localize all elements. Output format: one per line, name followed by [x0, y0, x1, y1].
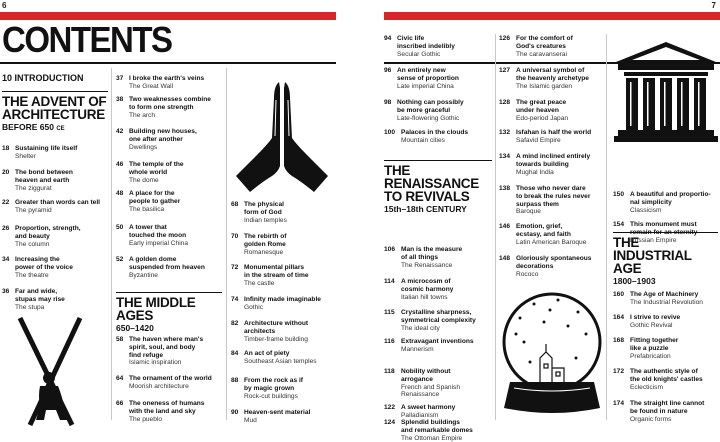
toc-entry-subtitle: Southeast Asian temples	[244, 357, 317, 365]
toc-entry[interactable]	[2, 288, 65, 311]
toc-entry-title: and remarkable domes	[401, 426, 473, 434]
toc-entry-subtitle: The pyramid	[15, 206, 52, 214]
toc-entry-subtitle: Mud	[244, 416, 257, 424]
toc-entry-title: I strive to revive	[630, 314, 681, 321]
toc-page-number: 82	[231, 320, 239, 327]
toc-entry[interactable]	[116, 128, 197, 151]
column-divider	[111, 68, 112, 420]
toc-entry[interactable]	[231, 377, 303, 400]
toc-entry-title: Infinity made imaginable	[244, 296, 321, 303]
toc-entry-title: sense of proportion	[397, 74, 459, 82]
toc-entry-subtitle: Italian hill towns	[401, 293, 448, 301]
section-date-suffix: CE	[56, 126, 65, 132]
toc-entry[interactable]	[2, 145, 77, 161]
toc-page-number: 134	[499, 153, 511, 160]
toc-entry-title: be found in nature	[630, 407, 688, 415]
toc-entry[interactable]	[384, 338, 474, 354]
toc-entry[interactable]	[384, 419, 473, 442]
toc-entry-title: in the stream of time	[244, 271, 309, 279]
toc-entry-subtitle: The ziggurat	[15, 184, 52, 192]
toc-entry[interactable]	[116, 400, 204, 423]
toc-entry[interactable]	[231, 233, 287, 256]
toc-page-number: 68	[231, 201, 239, 208]
toc-entry[interactable]	[116, 224, 188, 247]
toc-entry[interactable]	[231, 264, 309, 287]
section-date: BEFORE 650	[2, 122, 54, 132]
toc-entry-title: An entirely new	[397, 67, 446, 74]
toc-entry-title: Building new houses,	[129, 128, 197, 135]
toc-entry[interactable]	[499, 35, 573, 58]
toc-entry-title: The oneness of humans	[129, 400, 205, 407]
toc-entry[interactable]	[499, 67, 589, 90]
toc-entry-title: towards building	[516, 160, 569, 168]
toc-page-number: 174	[613, 400, 625, 407]
toc-page-number: 20	[2, 169, 10, 176]
page-number-right: 7	[711, 1, 716, 10]
toc-entry-title: Splendid buildings	[401, 419, 460, 426]
toc-page-number: 132	[499, 129, 511, 136]
toc-page-number: 116	[384, 338, 395, 345]
toc-entry-subtitle: Eclecticism	[630, 383, 663, 391]
section-title-line: INDUSTRIAL AGE	[613, 248, 692, 276]
toc-entry-subtitle: The pueblo	[129, 415, 162, 423]
toc-entry-subtitle: Late-flowering Gothic	[397, 114, 460, 122]
toc-entry-title: one after another	[129, 135, 183, 143]
toc-entry-subtitle: Prefabrication	[630, 352, 671, 360]
toc-entry[interactable]	[231, 409, 310, 425]
toc-page-number: 52	[116, 256, 124, 263]
toc-entry-title: The haven where man's	[129, 336, 204, 343]
toc-entry[interactable]	[231, 320, 308, 343]
toc-entry-subtitle: French and Spanish Renaissance	[401, 383, 461, 399]
toc-page-number: 90	[231, 409, 239, 416]
toc-page-number: 34	[2, 256, 10, 263]
toc-entry-title: Palaces in the clouds	[401, 129, 469, 136]
toc-entry-title: Gloriously spontaneous	[516, 255, 592, 262]
toc-entry[interactable]	[384, 67, 459, 90]
toc-entry[interactable]	[499, 185, 590, 216]
toc-entry[interactable]	[116, 161, 184, 184]
toc-entry-subtitle: Safavid Empire	[516, 136, 561, 144]
toc-entry[interactable]	[499, 99, 568, 122]
page-number-left: 6	[2, 1, 7, 10]
toc-page-number: 126	[499, 35, 511, 42]
toc-page-number: 38	[116, 96, 124, 103]
toc-entry-title: Sustaining life itself	[15, 145, 78, 152]
toc-entry-title: A beautiful and proportio-	[630, 191, 711, 198]
toc-entry[interactable]	[2, 199, 100, 215]
toc-entry-title: arrogance	[401, 375, 433, 383]
toc-entry-subtitle: The Industrial Revolution	[630, 298, 703, 306]
toc-page-number: 106	[384, 246, 396, 253]
toc-page-number: 26	[2, 225, 10, 232]
toc-page-number: 164	[613, 314, 625, 321]
toc-entry-title: Nothing can possibly	[397, 99, 464, 106]
toc-page-number: 138	[499, 185, 511, 192]
toc-entry-title: like a puzzle	[630, 344, 669, 352]
toc-entry-title: Greater than words can tell	[15, 199, 101, 206]
toc-entry-title: cosmic harmony	[401, 285, 454, 293]
toc-entry[interactable]	[2, 169, 73, 192]
toc-page-number: 98	[384, 99, 392, 106]
toc-entry-title: The physical	[244, 201, 284, 208]
section-date: 15th–18th CENTURY	[384, 204, 467, 214]
toc-page-number: 50	[116, 224, 124, 231]
toc-entry-title: The straight line cannot	[630, 400, 705, 407]
toc-entry-subtitle: Mannerism	[401, 345, 434, 353]
toc-page-number: 74	[231, 296, 239, 303]
toc-entry[interactable]	[116, 96, 211, 119]
toc-entry[interactable]	[384, 368, 492, 399]
section-date: 1800–1903	[613, 276, 656, 286]
toc-entry-title: A place for the	[129, 190, 175, 197]
toc-entry-title: under heaven	[516, 106, 559, 114]
toc-entry-title: The authentic style of	[630, 368, 698, 375]
toc-entry[interactable]	[613, 221, 697, 244]
praying-hands-illustration	[232, 80, 332, 198]
toc-entry-subtitle: The dome	[129, 176, 159, 184]
toc-entry-subtitle: Moorish architecture	[129, 382, 189, 390]
toc-entry-title: Heaven-sent material	[244, 409, 311, 416]
section-title-line: THE	[613, 235, 640, 250]
section-advent-of-architecture	[2, 91, 108, 134]
toc-entry-title: Nobility without	[401, 368, 451, 375]
toc-page-number: 122	[384, 404, 396, 411]
toc-entry[interactable]	[116, 256, 205, 279]
toc-entry-title: with the land and sky	[129, 407, 196, 415]
toc-entry-title: Monumental pillars	[244, 264, 305, 271]
toc-entry-title: An act of piety	[244, 350, 290, 357]
toc-page-number: 42	[116, 128, 124, 135]
toc-entry-title: inscribed indelibly	[397, 42, 455, 50]
toc-page-number: 114	[384, 278, 395, 285]
snow-globe-illustration	[500, 278, 604, 425]
toc-entry[interactable]	[2, 225, 81, 248]
toc-entry-title: The ornament of the world	[129, 375, 212, 382]
toc-entry-subtitle: Organic forms	[630, 415, 672, 423]
toc-page-number: 70	[231, 233, 239, 240]
toc-entry-title: remain for an eternity	[630, 228, 698, 236]
toc-entry-title: Increasing the	[15, 256, 60, 263]
toc-entry-title: to form one strength	[129, 103, 194, 111]
toc-entry[interactable]	[499, 153, 590, 176]
toc-entry-title: architects	[244, 327, 276, 335]
classical-temple-illustration	[614, 40, 718, 142]
toc-entry-title: by magic grown	[244, 384, 295, 392]
toc-page-number: 88	[231, 377, 239, 384]
toc-entry-subtitle: The basilica	[129, 205, 165, 213]
page-title: CONTENTS	[2, 18, 172, 60]
toc-entry[interactable]	[384, 404, 455, 420]
toc-page-number: 22	[2, 199, 10, 206]
toc-entry-subtitle: The column	[15, 240, 50, 248]
toc-entry-title: ecstasy, and faith	[516, 230, 571, 238]
toc-entry-subtitle: Rock-cut buildings	[244, 392, 298, 400]
toc-entry-title: the heavenly archetype	[516, 74, 589, 82]
toc-entry-title: The great peace	[516, 99, 567, 106]
toc-entry-title: I broke the earth's veins	[129, 75, 205, 82]
section-title-line: ARCHITECTURE	[2, 107, 105, 122]
toc-entry[interactable]	[613, 400, 704, 423]
toc-entry[interactable]	[384, 309, 476, 332]
toc-entry-subtitle: Edo-period Japan	[516, 114, 569, 122]
toc-entry-subtitle: Byzantine	[129, 271, 158, 279]
toc-entry-title: decorations	[516, 262, 554, 270]
toc-page-number: 94	[384, 35, 392, 42]
toc-entry-subtitle: Indian temples	[244, 216, 287, 224]
toc-entry-title: surpass them	[516, 200, 559, 208]
toc-page-number: 160	[613, 291, 625, 298]
toc-page-number: 115	[384, 309, 395, 316]
toc-entry-title: symmetrical complexity	[401, 316, 476, 324]
section-renaissance-to-revivals	[384, 160, 492, 214]
toc-entry-title: nal simplicity	[630, 198, 672, 206]
toc-entry[interactable]	[116, 75, 204, 91]
toc-page-number: 148	[499, 255, 511, 262]
toc-entry[interactable]	[384, 35, 455, 58]
section-date: 650–1420	[116, 323, 154, 333]
toc-entry-title: spirit, soul, and body	[129, 343, 196, 351]
toc-entry[interactable]	[384, 129, 468, 145]
toc-entry-title: Extravagant inventions	[401, 338, 474, 345]
toc-page-number: 118	[384, 368, 395, 375]
toc-page-number: 128	[499, 99, 511, 106]
toc-entry-subtitle: Islamic inspiration	[129, 359, 182, 367]
toc-entry-title: the old knights' castles	[630, 375, 703, 383]
toc-entry-subtitle: Mountain cities	[401, 136, 445, 144]
column-divider	[495, 34, 496, 420]
toc-entry-title: touched the moon	[129, 231, 187, 239]
toc-entry-title: suspended from heaven	[129, 263, 205, 271]
toc-entry-subtitle: Dwellings	[129, 143, 158, 151]
toc-page-number: 37	[116, 75, 124, 82]
toc-entry[interactable]	[116, 336, 203, 367]
toc-entry-title: A golden dome	[129, 256, 177, 263]
toc-entry[interactable]	[384, 246, 462, 269]
toc-entry[interactable]	[231, 350, 317, 366]
toc-page-number: 127	[499, 67, 511, 74]
toc-entry-title: people to gather	[129, 197, 181, 205]
toc-page-number: 150	[613, 191, 625, 198]
toc-entry-subtitle: Early imperial China	[129, 239, 188, 247]
toc-entry-title: Architecture without	[244, 320, 309, 327]
toc-entry-title: power of the voice	[15, 263, 73, 271]
toc-entry-subtitle: The Great Wall	[129, 82, 174, 90]
toc-entry-title: The temple of the	[129, 161, 184, 168]
toc-entry-title: God's creatures	[516, 42, 566, 50]
toc-page-number: 72	[231, 264, 239, 271]
toc-entry-title: For the comfort of	[516, 35, 573, 42]
toc-entry-subtitle: Latin American Baroque	[516, 238, 587, 246]
toc-entry[interactable]	[231, 296, 321, 312]
toc-entry-subtitle: Gothic	[244, 303, 264, 311]
tent-figure-illustration	[0, 318, 100, 425]
toc-page-number: 168	[613, 337, 625, 344]
toc-entry[interactable]	[613, 314, 680, 330]
column-divider	[606, 34, 607, 420]
red-header-bar-right	[384, 12, 720, 20]
toc-entry-subtitle: Mughal India	[516, 168, 554, 176]
introduction-link[interactable]: 10 INTRODUCTION	[2, 73, 84, 83]
toc-entry-title: stupas may rise	[15, 295, 65, 303]
toc-entry-subtitle: The castle	[244, 279, 275, 287]
toc-entry-title: A tower that	[129, 224, 167, 231]
toc-page-number: 146	[499, 223, 511, 230]
toc-entry[interactable]	[231, 201, 287, 224]
toc-page-number: 46	[116, 161, 124, 168]
toc-entry[interactable]	[116, 190, 180, 213]
toc-entry-subtitle: Shelter	[15, 152, 36, 160]
toc-entry-title: From the rock as if	[244, 377, 303, 384]
toc-entry[interactable]	[384, 278, 453, 301]
toc-entry[interactable]	[384, 99, 464, 122]
toc-entry-title: Fitting together	[630, 337, 679, 344]
toc-entry-subtitle: The theatre	[15, 271, 49, 279]
toc-page-number: 66	[116, 400, 124, 407]
toc-entry-subtitle: Classicism	[630, 206, 662, 214]
section-title-line: THE RENAISSANCE	[384, 163, 479, 191]
toc-entry-subtitle: Gothic Revival	[630, 321, 673, 329]
toc-page-number: 172	[613, 368, 625, 375]
toc-entry[interactable]	[613, 368, 703, 391]
toc-entry-title: find refuge	[129, 351, 164, 359]
section-title-line: THE ADVENT OF	[2, 94, 107, 109]
toc-entry[interactable]	[499, 255, 591, 278]
toc-entry-subtitle: Baroque	[516, 208, 541, 216]
toc-entry-subtitle: Romanesque	[244, 248, 284, 256]
toc-entry-title: golden Rome	[244, 240, 286, 248]
toc-entry[interactable]	[2, 256, 73, 279]
toc-entry-title: A universal symbol of	[516, 67, 585, 74]
toc-entry-title: form of God	[244, 208, 282, 216]
section-title-line: THE MIDDLE AGES	[116, 295, 196, 323]
toc-entry-subtitle: Secular Gothic	[397, 50, 441, 58]
toc-entry[interactable]	[499, 223, 586, 246]
toc-entry-subtitle: Timber-frame building	[244, 335, 308, 343]
toc-page-number: 96	[384, 67, 392, 74]
toc-entry[interactable]	[499, 129, 591, 145]
toc-entry[interactable]	[116, 375, 212, 391]
toc-entry-subtitle: Palladianism	[401, 411, 439, 419]
title-underline-left	[0, 62, 336, 64]
toc-entry[interactable]	[613, 291, 703, 307]
toc-entry-title: Those who never dare	[516, 185, 586, 192]
toc-page-number: 84	[231, 350, 239, 357]
toc-entry-title: to break the rules never	[516, 192, 591, 200]
toc-entry-subtitle: Russian Empire	[630, 236, 677, 244]
toc-page-number: 124	[384, 419, 396, 426]
toc-page-number: 154	[613, 221, 625, 228]
column-divider	[226, 68, 227, 420]
toc-page-number: 36	[2, 288, 10, 295]
toc-entry-subtitle: The ideal city	[401, 324, 440, 332]
toc-entry-title: A sweet harmony	[401, 404, 456, 411]
toc-entry-title: and beauty	[15, 232, 50, 240]
toc-entry-title: Man is the measure	[401, 246, 463, 253]
toc-entry[interactable]	[613, 191, 711, 214]
toc-entry-title: whole world	[129, 168, 168, 176]
toc-page-number: 58	[116, 336, 124, 343]
toc-page-number: 64	[116, 375, 124, 382]
toc-entry-title: heaven and earth	[15, 176, 70, 184]
toc-entry-subtitle: The arch	[129, 111, 156, 119]
toc-entry-title: Isfahan is half the world	[516, 129, 592, 136]
toc-entry-title: The Age of Machinery	[630, 291, 699, 298]
toc-entry-title: Civic life	[397, 35, 425, 42]
toc-entry-subtitle: The caravanserai	[516, 50, 567, 58]
toc-page-number: 18	[2, 145, 10, 152]
toc-entry-subtitle: Rococo	[516, 270, 539, 278]
section-middle-ages	[116, 292, 222, 333]
section-title-line: TO REVIVALS	[384, 189, 470, 204]
toc-page-number: 100	[384, 129, 396, 136]
toc-entry-title: Emotion, grief,	[516, 223, 563, 230]
toc-entry-title: Two weaknesses combine	[129, 96, 211, 103]
toc-entry-title: A mind inclined entirely	[516, 153, 591, 160]
toc-entry-subtitle: The stupa	[15, 303, 45, 311]
toc-entry-subtitle: The Renaissance	[401, 261, 453, 269]
toc-entry-title: The rebirth of	[244, 233, 287, 240]
toc-entry-subtitle: The Ottoman Empire	[401, 434, 463, 442]
toc-entry-title: This monument must	[630, 221, 697, 228]
toc-entry-title: be more graceful	[397, 106, 451, 114]
toc-entry-title: of all things	[401, 253, 438, 261]
toc-entry-title: Proportion, strength,	[15, 225, 81, 232]
toc-entry-title: A microcosm of	[401, 278, 451, 285]
toc-page-number: 48	[116, 190, 124, 197]
toc-entry-title: The bond between	[15, 169, 73, 176]
toc-entry-title: Crystalline sharpness,	[401, 309, 472, 316]
toc-entry-subtitle: The Islamic garden	[516, 82, 573, 90]
toc-entry[interactable]	[613, 337, 678, 360]
toc-entry-subtitle: Late imperial China	[397, 82, 454, 90]
toc-entry-title: Far and wide,	[15, 288, 58, 295]
